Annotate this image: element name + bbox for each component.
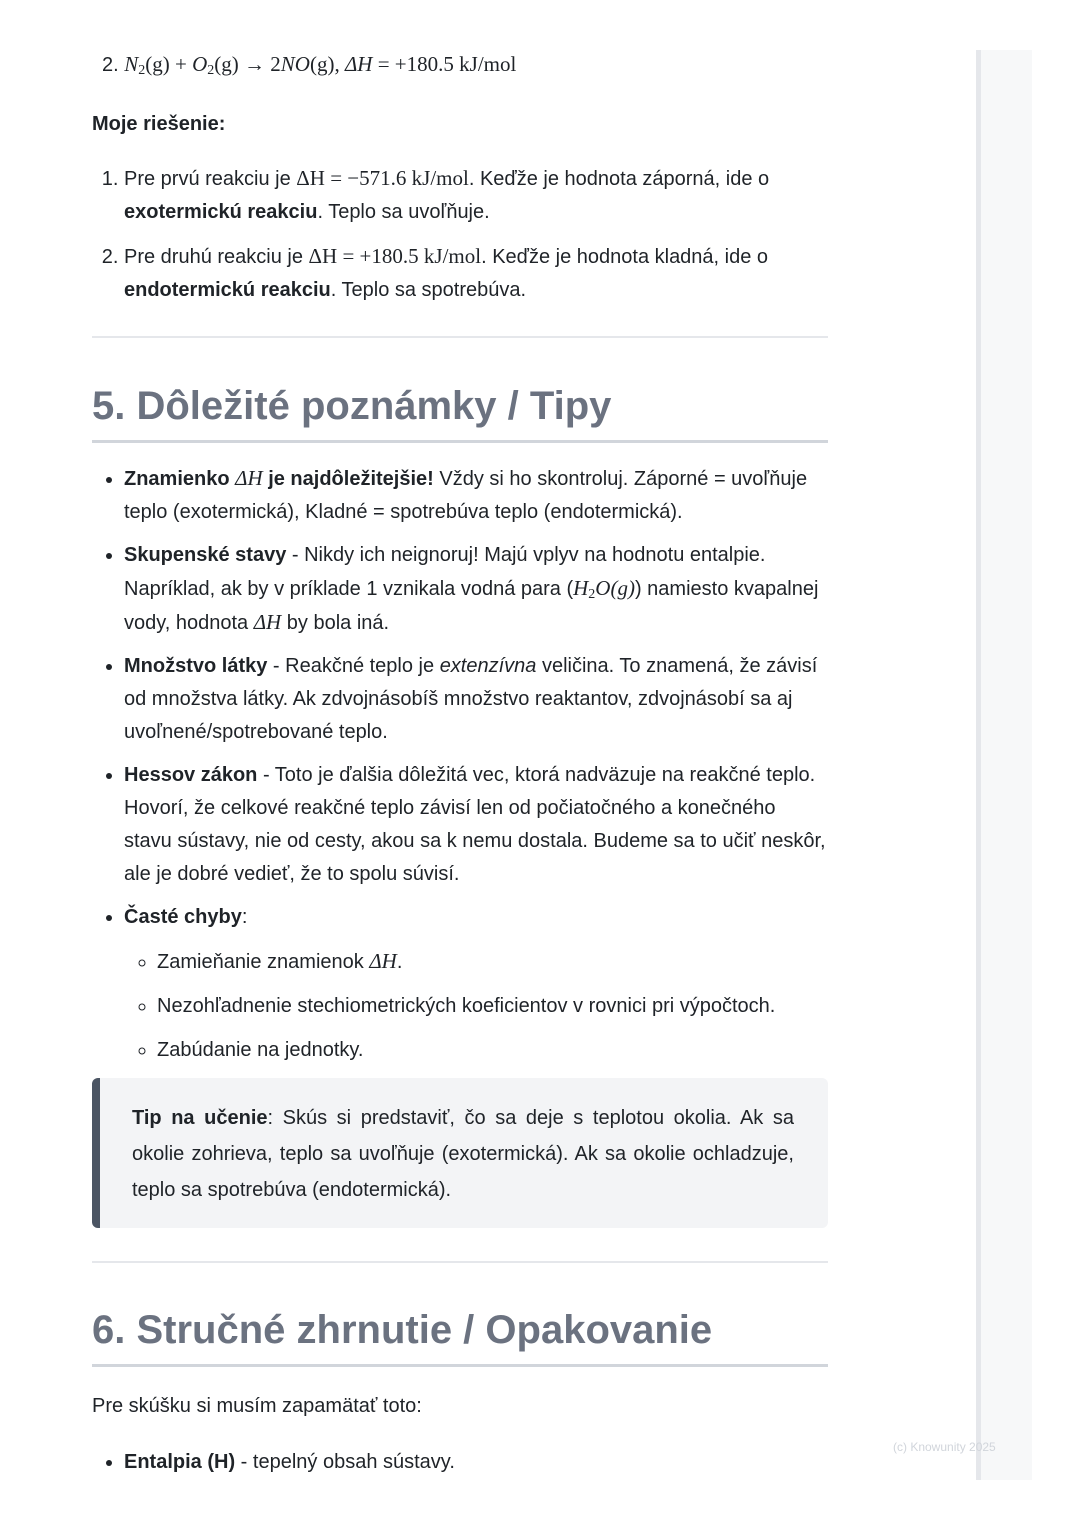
mistake-item: ◦ Zabúdanie na jednotky. [157, 1034, 828, 1067]
margin-rule [976, 50, 981, 1480]
solution-list [92, 162, 828, 318]
solution-item: 2. Pre druhú reakciu je ΔH = +180.5 kJ/mol. Keďže je hodnota kladná, ide o endotermickú reakciu. Teplo sa spotrebúva. [124, 240, 828, 307]
summary-intro: Pre skúšku si musím zapamätať toto: [92, 1395, 422, 1417]
tip-item-hess: • Hessov zákon - Toto je ďalšia dôležitá vec, ktorá nadväzuje na reakčné teplo. Hovorí, že celkové reakčné teplo závisí len od počiatočného a konečného stavu sústavy, nie od cesty, akou sa k nemu dostala. Budeme sa to učiť neskôr, ale je dobré vedieť, že to spolu súvisí. [124, 759, 828, 891]
tip-item-amount: • Množstvo látky - Reakčné teplo je extenzívna veličina. To znamená, že závisí od množstva látky. Ak zdvojnásobíš množstvo reaktantov, zdvojnásobí sa aj uvoľnené/spotrebované teplo. [124, 650, 828, 749]
study-tip-callout: Tip na učenie: Skús si predstaviť, čo sa deje s teplotou okolia. Ak sa okolie zohrieva, teplo sa uvoľňuje (exotermická). Ak sa okolie ochladzuje, teplo sa spotrebúva (endotermická). [92, 1078, 828, 1228]
solution-item: 1. Pre prvú reakciu je ΔH = −571.6 kJ/mol. Keďže je hodnota záporná, ide o exotermickú reakciu. Teplo sa uvoľňuje. [124, 162, 828, 229]
summary-item: • Entalpia (H) - tepelný obsah sústavy. [124, 1446, 828, 1479]
tip-item-mistakes: • Časté chyby: ◦ Zamieňanie znamienok ΔH. ◦ Nezohľadnenie stechiometrických koeficientov v rovnici pri výpočtoch. ◦ Zabúdanie na jednotky. [124, 901, 828, 1067]
tip-item-states: • Skupenské stavy - Nikdy ich neignoruj! Majú vplyv na hodnotu entalpie. Napríklad, ak by v príklade 1 vznikala vodná para $(H_2O(g))$ namiesto kvapalnej vody, hodnota ΔH by bola iná. [124, 539, 828, 640]
mistakes-sublist [124, 945, 828, 1067]
watermark: (c) Knowunity 2025 [893, 1440, 996, 1454]
divider [92, 336, 828, 338]
equation-item-2: 2. $N_2(g) + O_2(g) \to 2NO(g)$, ΔH = +180.5 kJ/mol [102, 52, 517, 78]
divider [92, 1261, 828, 1263]
section-6-heading: 6. Stručné zhrnutie / Opakovanie [92, 1306, 828, 1367]
summary-list [92, 1446, 828, 1479]
mistake-item: ◦ Zamieňanie znamienok ΔH. [157, 945, 828, 979]
section-5-heading: 5. Dôležité poznámky / Tipy [92, 382, 828, 443]
tips-list [92, 462, 828, 1077]
right-margin-panel [976, 50, 1032, 1480]
tip-item-sign: • Znamienko ΔH je najdôležitejšie! Vždy si ho skontroluj. Záporné = uvoľňuje teplo (exotermická), Kladné = spotrebúva teplo (endotermická). [124, 462, 828, 529]
reaction-equation: $N_2(g) + O_2(g) \to 2NO(g)$, ΔH = +180.5 kJ/mol [124, 52, 517, 78]
solution-title: Moje riešenie: [92, 113, 226, 135]
mistake-item: ◦ Nezohľadnenie stechiometrických koeficientov v rovnici pri výpočtoch. [157, 990, 828, 1023]
